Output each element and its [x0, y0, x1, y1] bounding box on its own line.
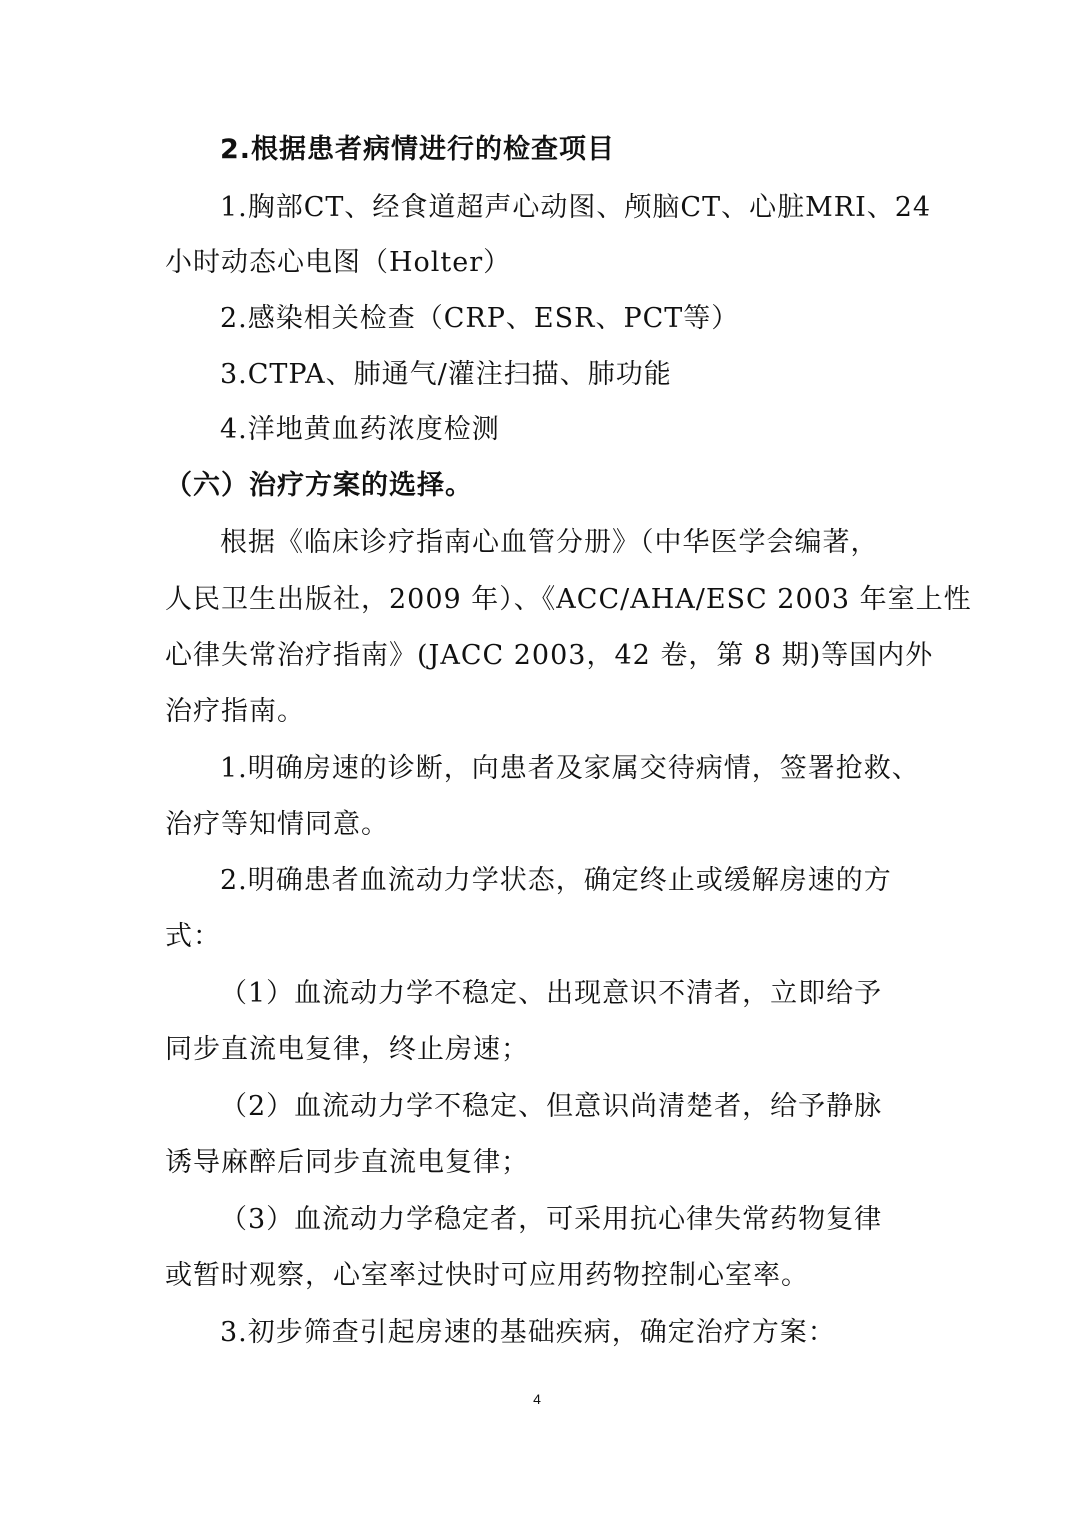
treatment-sub-2-line-1: （2）血流动力学不稳定、但意识尚清楚者，给予静脉 — [220, 1091, 883, 1122]
treatment-sub-2-line-2: 诱导麻醉后同步直流电复律； — [165, 1147, 529, 1178]
treatment-intro-line-3: 心律失常治疗指南》(JACC 2003，42 卷，第 8 期)等国内外 — [165, 640, 934, 671]
treatment-intro-line-2: 人民卫生出版社，2009 年）、《ACC/AHA/ESC 2003 年室上性 — [165, 584, 972, 615]
treatment-sub-3-line-2: 或暂时观察，心室率过快时可应用药物控制心室率。 — [165, 1260, 809, 1291]
treatment-step-2-line-2: 式： — [165, 921, 221, 952]
exam-item-1-line-2: 小时动态心电图（Holter） — [165, 247, 512, 278]
treatment-heading: （六）治疗方案的选择。 — [165, 470, 473, 501]
treatment-sub-3-line-1: （3）血流动力学稳定者，可采用抗心律失常药物复律 — [220, 1204, 883, 1235]
exam-items-heading: 2.根据患者病情进行的检查项目 — [220, 134, 616, 165]
treatment-intro-line-1: 根据《临床诊疗指南心血管分册》（中华医学会编著， — [220, 527, 879, 558]
treatment-intro-line-4: 治疗指南。 — [165, 696, 305, 727]
treatment-step-2-line-1: 2.明确患者血流动力学状态，确定终止或缓解房速的方 — [220, 865, 892, 896]
exam-item-4: 4.洋地黄血药浓度检测 — [220, 414, 500, 445]
treatment-sub-1-line-2: 同步直流电复律，终止房速； — [165, 1034, 529, 1065]
exam-item-3: 3.CTPA、肺通气/灌注扫描、肺功能 — [220, 359, 672, 390]
exam-item-1-line-1: 1.胸部CT、经食道超声心动图、颅脑CT、心脏MRI、24 — [220, 192, 932, 223]
treatment-sub-1-line-1: （1）血流动力学不稳定、出现意识不清者，立即给予 — [220, 978, 883, 1009]
page-number: 4 — [533, 1391, 541, 1407]
treatment-step-1-line-2: 治疗等知情同意。 — [165, 809, 389, 840]
treatment-step-3: 3.初步筛查引起房速的基础疾病，确定治疗方案： — [220, 1317, 836, 1348]
treatment-step-1-line-1: 1.明确房速的诊断，向患者及家属交待病情，签署抢救、 — [220, 753, 920, 784]
exam-item-2: 2.感染相关检查（CRP、ESR、PCT等） — [220, 303, 740, 334]
